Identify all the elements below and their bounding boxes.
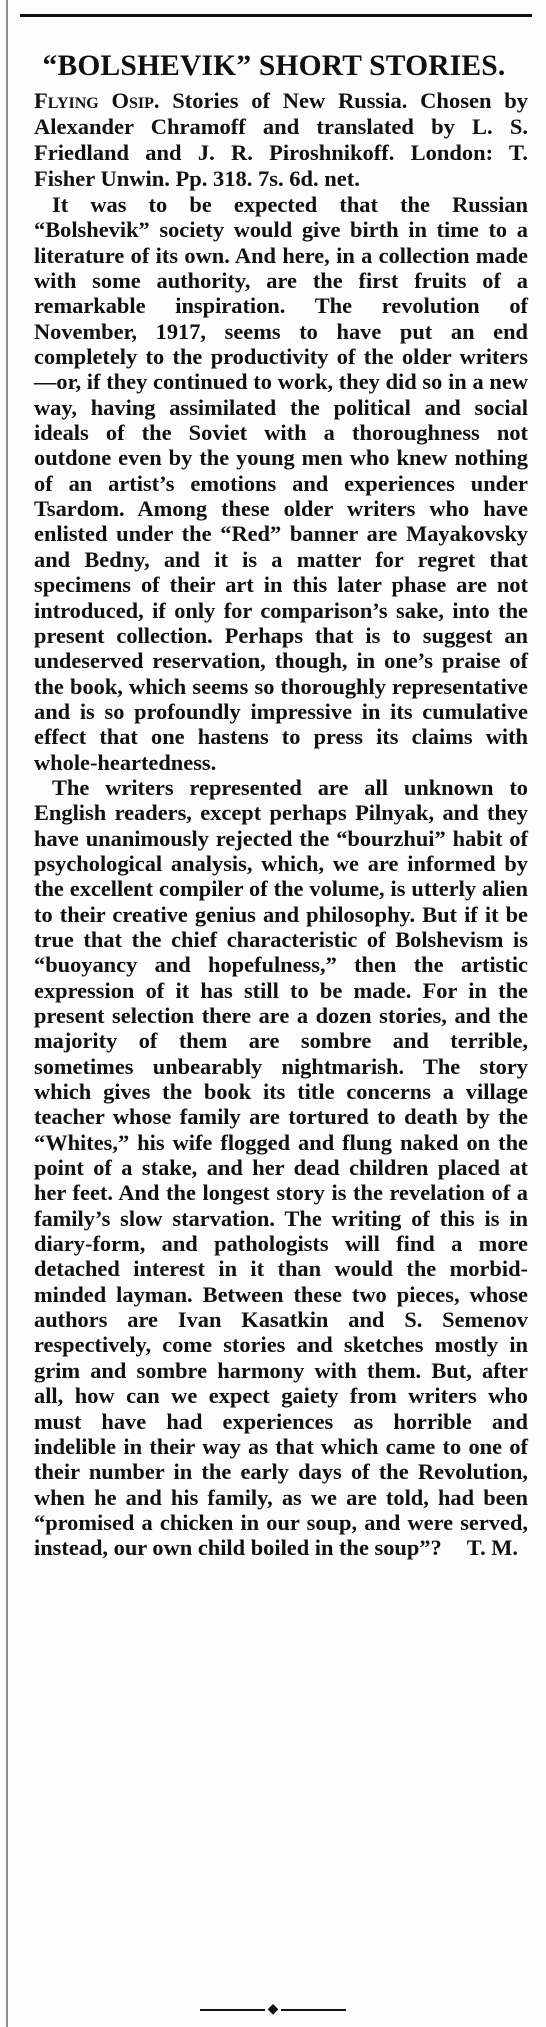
headline: “BOLSHEVIK” SHORT STORIES. xyxy=(42,50,506,82)
book-title: Flying Osip. xyxy=(34,88,160,113)
paragraph-2-text: The writers represented are all unknown to English readers, except perhaps Pilnyak, and they have unanimously rejected the “bourzhui” habit of psychological analysis, which, we are informed by the excellent compiler of the volume, is utterly alien to their creative genius and philosophy. But if it be true that the chief characteristic of Bolshevism is “buoyancy and hopefulness,” then the artistic expression of it has still to be made. For in the present selection there are a dozen stories, and the majority of them are sombre and terrible, sometimes unbearably nightmarish. The story which gives the book its title concerns a village teacher whose family are tortured to death by the “Whites,” his wife flogged and flung naked on the point of a stake, and her dead children placed at her feet. And the longest story is the revelation of a family’s slow starvation. The writing of this is in diary-form, and pathologists will find a more detached interest in it than would the morbid-minded layman. Between these two pieces, whose authors are Ivan Kasatkin and S. Semenov respectively, come stories and sketches mostly in grim and sombre harmony with them. But, after all, how can we expect gaiety from writers who must have had experiences as horrible and indelible in their way as that which came to one of their number in the early days of the Revolution, when he and his family, as we are told, had been “promised a chicken in our soup, and were served, instead, our own child boiled in the soup”? xyxy=(34,774,528,1561)
paragraph-1: It was to be expected that the Russian “Bolshevik” society would give birth in time to a literature of its own. And here, in a collection made with some authority, are the first fruits of a remarkable inspiration. The revolution of November, 1917, seems to have put an end completely to the productivity of the older writers—or, if they continued to work, they did so in a new way, having assimilated the political and social ideals of the Soviet with a thoroughness not outdone even by the young men who knew nothing of an artist’s emotions and experiences under Tsardom. Among these older writers who have enlisted under the “Red” banner are Mayakovsky and Bedny, and it is a matter for regret that specimens of their art in this later phase are not introduced, if only for comparison’s sake, into the present collection. Perhaps that is to suggest an undeserved reservation, though, in one’s praise of the book, which seems so thoroughly representative and is so profoundly impressive in its cumulative effect that one hastens to press its claims with whole-heartedness. xyxy=(34,192,528,775)
paragraph-2 xyxy=(34,775,528,1561)
diamond-ornament-icon: ◆ xyxy=(265,2002,281,2016)
column-rule-left xyxy=(6,0,8,2027)
top-rule xyxy=(20,14,532,17)
review-article xyxy=(34,46,528,1561)
book-details: Stories of New Russia. Chosen by Alexander Chramoff and translated by L. S. Friedland and J. R. Piroshnikoff. London: T. Fisher Unwin. Pp. 318. 7s. 6d. net. xyxy=(34,88,528,191)
signature: T. M. xyxy=(466,1535,518,1561)
bibliographic-entry xyxy=(34,88,528,192)
